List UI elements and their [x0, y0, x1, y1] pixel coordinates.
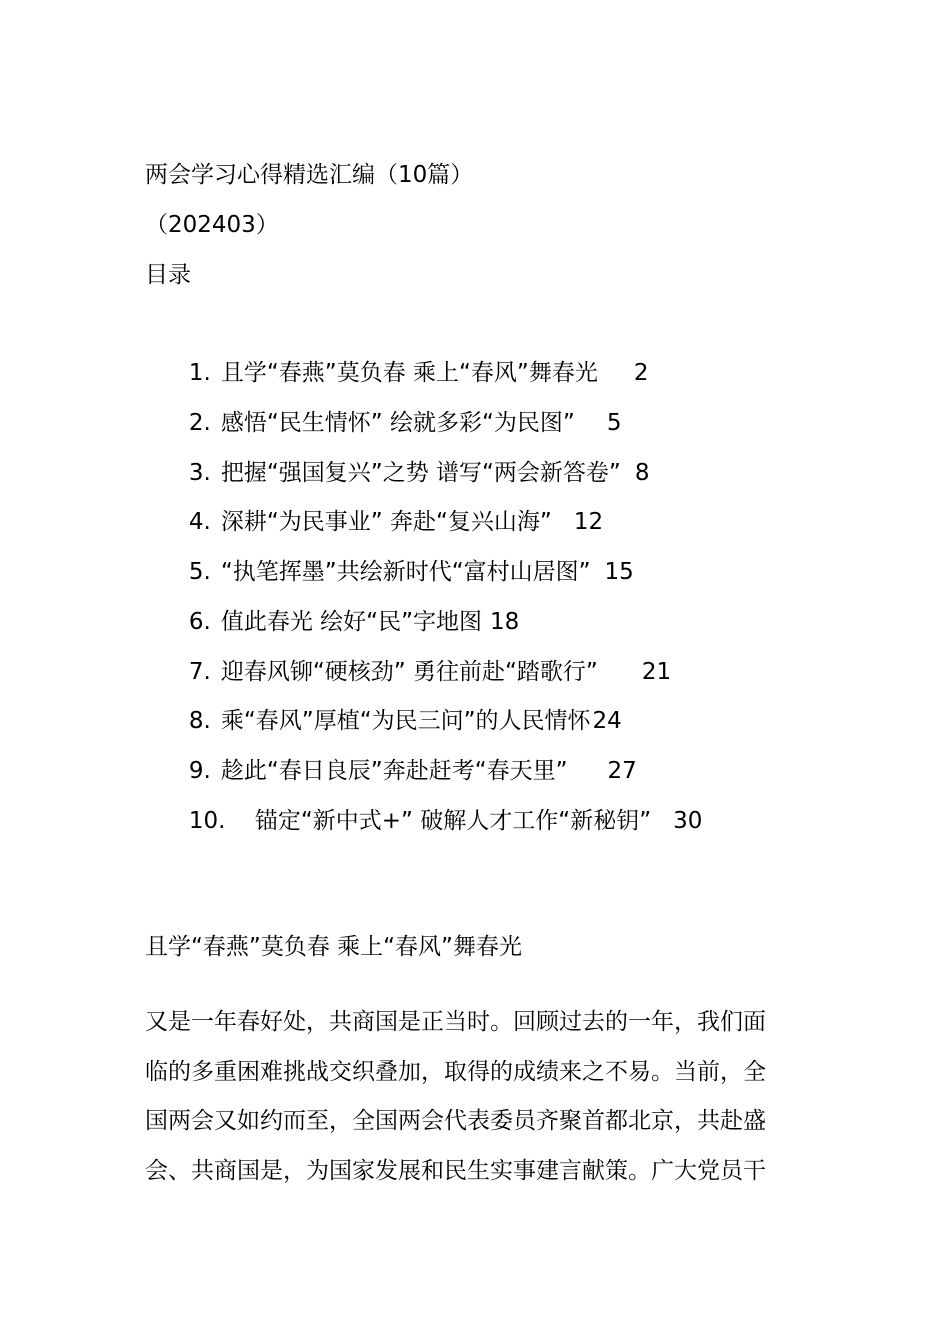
toc-item-number: 3.: [188, 460, 211, 486]
toc-item-title: 乘“春风”厚植“为民三问”的人民情怀: [220, 708, 591, 734]
toc-item-title: “执笔挥墨”共绘新时代“富村山居图”: [220, 559, 591, 585]
toc-item-page: 24: [592, 708, 622, 734]
toc-heading: 目录: [145, 262, 191, 288]
toc-item-page: 5: [606, 410, 622, 436]
toc-item-number: 10.: [188, 808, 226, 834]
toc-item-title: 感悟“民生情怀” 绘就多彩“为民图”: [220, 410, 575, 436]
document-title: 两会学习心得精选汇编（10篇）: [145, 162, 474, 188]
toc-item-page: 2: [633, 360, 649, 386]
toc-item-title: 锚定“新中式+” 破解人才工作“新秘钥”: [254, 808, 652, 834]
paragraph-line: 临的多重困难挑战交织叠加，取得的成绩来之不易。当前，全: [145, 1058, 766, 1085]
toc-item-number: 9.: [188, 758, 211, 784]
toc-item-page: 27: [607, 758, 637, 784]
toc-item-number: 7.: [188, 659, 211, 685]
toc-item-page: 30: [673, 808, 703, 834]
paragraph-line: 会、共商国是，为国家发展和民生实事建言献策。广大党员干: [145, 1157, 766, 1184]
toc-item-number: 1.: [188, 360, 211, 386]
toc-item-number: 6.: [188, 609, 211, 635]
body-paragraph: [145, 998, 805, 1196]
paragraph-line: 国两会又如约而至，全国两会代表委员齐聚首都北京，共赴盛: [145, 1108, 766, 1134]
paragraph-line: 又是一年春好处，共商国是正当时。回顾过去的一年，我们面: [145, 1009, 766, 1035]
toc-item-number: 2.: [188, 410, 211, 436]
document-date: （202403）: [145, 212, 279, 238]
toc-item-title: 迎春风铆“硬核劲” 勇往前赴“踏歌行”: [220, 659, 598, 685]
toc-item-page: 8: [634, 460, 650, 486]
toc-item-number: 4.: [188, 509, 211, 535]
toc-item-number: 5.: [188, 559, 211, 585]
toc-item-number: 8.: [188, 708, 211, 734]
toc-item-title: 深耕“为民事业” 奔赴“复兴山海”: [220, 509, 552, 535]
toc-item-page: 12: [573, 509, 604, 535]
toc-item-title: 趁此“春日良辰”奔赴赶考“春天里”: [220, 758, 568, 784]
section-title: 且学“春燕”莫负春 乘上“春风”舞春光: [145, 934, 522, 960]
toc-item-page: 18: [490, 609, 520, 635]
toc-item[interactable]: [145, 787, 702, 856]
toc-item-page: 15: [604, 559, 634, 585]
toc-item-title: 值此春光 绘好“民”字地图: [220, 609, 483, 635]
toc-item-page: 21: [641, 659, 672, 685]
toc-item-title: 把握“强国复兴”之势 谱写“两会新答卷”: [220, 460, 621, 486]
toc-item-title: 且学“春燕”莫负春 乘上“春风”舞春光: [220, 360, 598, 386]
